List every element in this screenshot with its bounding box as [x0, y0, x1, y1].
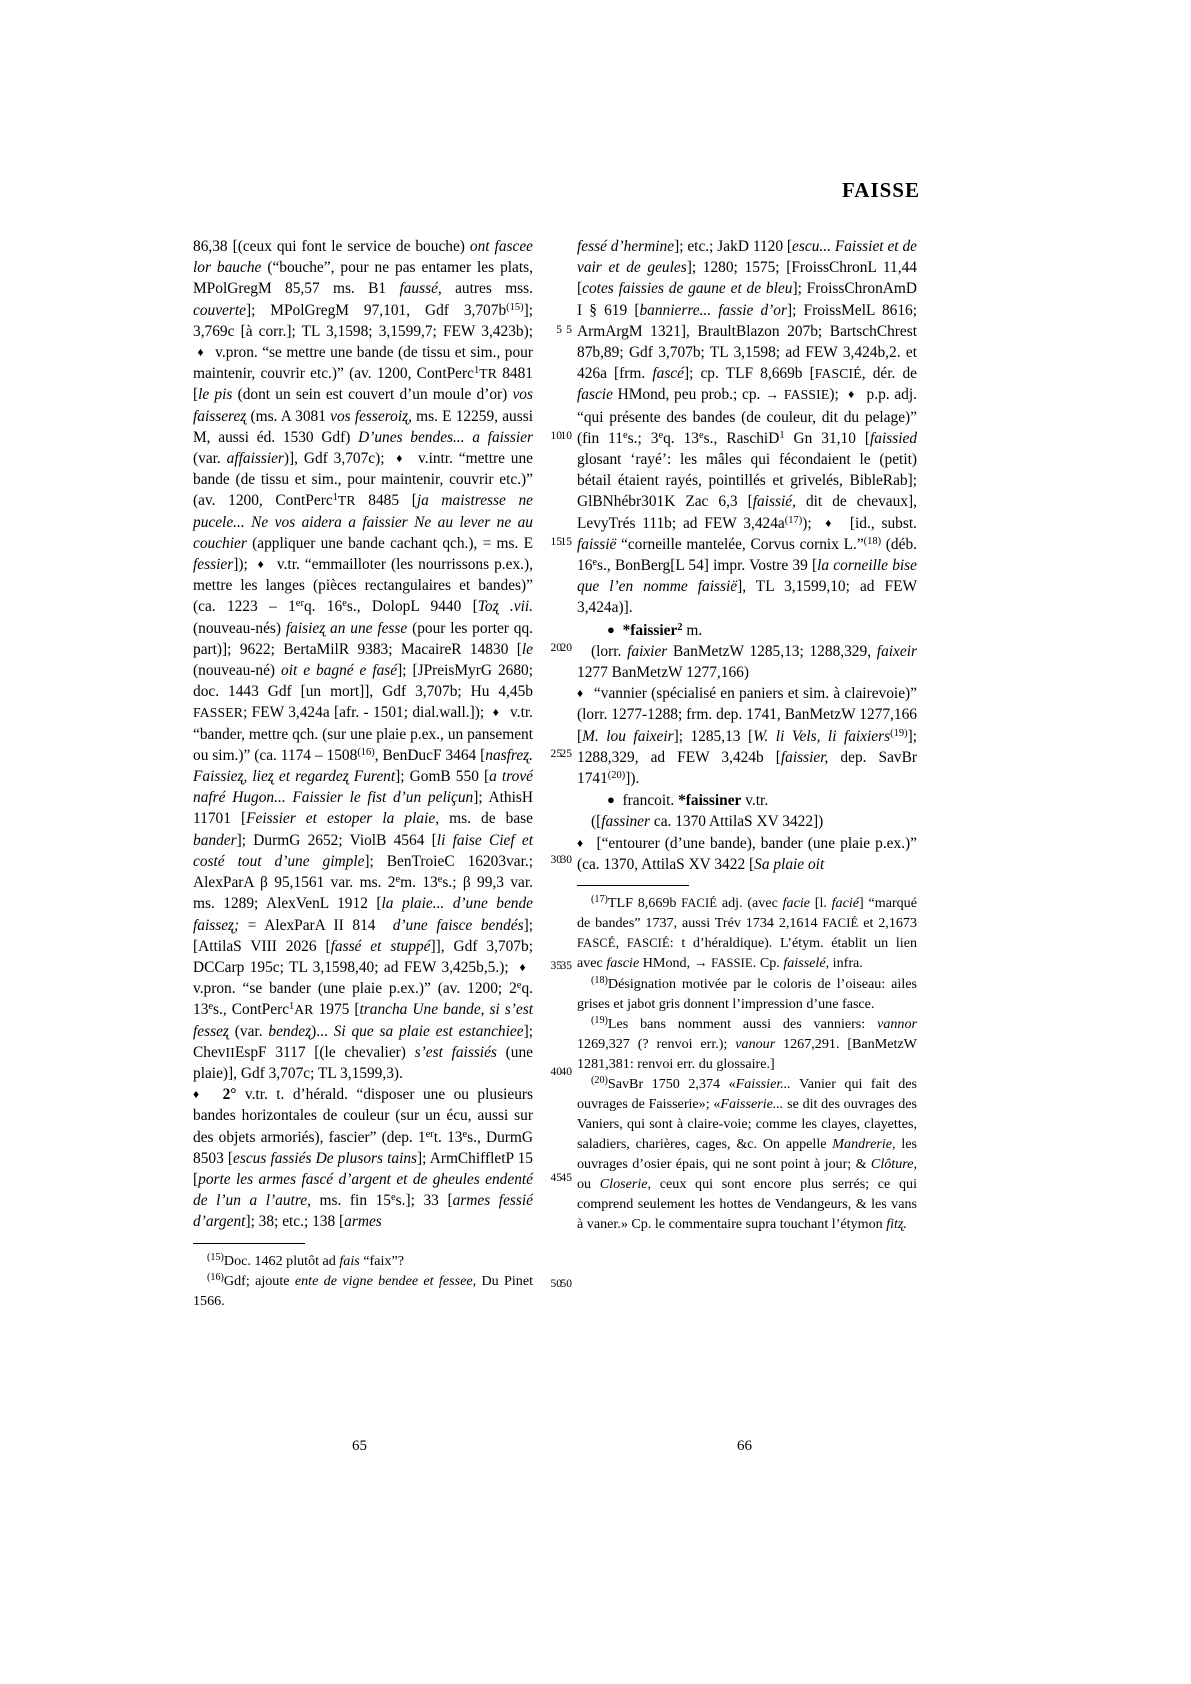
line-number: 10	[550, 429, 562, 442]
footnote-mark: (20)	[591, 1075, 608, 1087]
footnote-mark: (15)	[207, 1251, 224, 1263]
line-number: 40	[550, 1065, 562, 1078]
line-number: 5	[556, 323, 562, 336]
entry-faissiner-sense: ♦ [“entourer (d’une bande), bander (une plaie p.ex.)” (ca. 1370, AttilaS XV 3422 [Sa plaie oit	[577, 834, 917, 873]
left-column	[193, 236, 533, 1311]
entry-faissier2-sense: ♦ “vannier (spécialisé en paniers et sim. à clairevoie)” (lorr. 1277-1288; frm. dep. 1741, BanMetzW 1277,166 [M. lou faixeir]; 1285,13 [W. li Vels, li faixiers$^{(19)}$]; 1288,329, ad FEW 3,424b [faissier, dep. SavBr 1741$^{(20)}$]).	[577, 685, 917, 788]
footnote-item	[193, 1251, 533, 1271]
right-column-footnotes	[577, 893, 917, 1234]
running-head: FAISSE	[842, 178, 920, 202]
footnote-text: Gdf; ajoute ente de vigne bendee et fessee, Du Pinet 1566.	[193, 1272, 533, 1309]
footnote-item	[577, 1074, 917, 1234]
entry-faissiner-headword: ● francoit. *faissiner v.tr.	[607, 792, 769, 810]
footnote-item	[193, 1271, 533, 1311]
line-number: 50	[560, 1277, 572, 1290]
line-number: 45	[560, 1171, 572, 1184]
line-number: 20	[550, 641, 562, 654]
left-column-footnotes	[193, 1251, 533, 1311]
footnote-text: Les bans nomment aussi des vanniers: vannor 1269,327 (? renvoi err.); vanour 1267,291. [BanMetzW 1281,381: renvoi err. du glossaire.]	[577, 1016, 917, 1073]
line-number: 15	[560, 535, 572, 548]
entry-faissier2-forms: (lorr. faixier BanMetzW 1285,13; 1288,329, faixeir 1277 BanMetzW 1277,166)	[577, 642, 917, 682]
line-number: 50	[550, 1277, 562, 1290]
footnote-rule-right	[577, 885, 689, 886]
footnote-text: Doc. 1462 plutôt ad fais “faix”?	[223, 1252, 404, 1269]
folio-left: 65	[352, 1438, 367, 1454]
footnote-mark: (18)	[591, 975, 608, 987]
line-number: 15	[550, 535, 562, 548]
line-number: 10	[560, 429, 572, 442]
line-number: 45	[550, 1171, 562, 1184]
left-column-paragraph-2: ♦ 2° v.tr. t. d’hérald. “disposer une ou plusieurs bandes horizontales de couleur (sur un écu, aussi sur des objets armoriés), fascier” (dep. 1ert. 13es., DurmG 8503 [escus fassiés De plusors tains]; ArmChiffletP 15 [porte les armes fascé d’argent et de gheules endenté de l’un a l’autre, ms. fin 15es.]; 33 [armes fessié d’argent]; 38; etc.; 138 [armes	[193, 1086, 534, 1231]
entry-faissier2-headword: ● *faissier$^2$ m.	[607, 621, 703, 639]
line-number: 40	[560, 1065, 572, 1078]
line-number: 5	[566, 323, 572, 336]
footnote-mark: (17)	[591, 894, 608, 906]
line-number: 30	[550, 853, 562, 866]
line-number: 25	[560, 747, 572, 760]
line-number: 35	[560, 959, 572, 972]
folio-right: 66	[737, 1438, 752, 1454]
footnote-rule-left	[193, 1243, 305, 1244]
footnote-mark: (19)	[591, 1015, 608, 1027]
line-number: 20	[560, 641, 572, 654]
footnote-item	[577, 1014, 917, 1074]
entry-faissiner-forms: ([fassiner ca. 1370 AttilaS XV 3422])	[591, 813, 824, 831]
footnote-item	[577, 893, 917, 974]
footnote-text: SavBr 1750 2,374 «Faissier... Vanier qui fait des ouvrages de Faisserie»; «Faisserie... se dit des ouvrages des Vaniers, qui sont à claire-voie; comme les clayes, clayettes, saladiers, charières, cages, &c. On appelle Mandrerie, les ouvrages d’osier épais, qui ne sont point à jour; & Clôture, ou Closerie, ceux qui sont encore plus serrés; ce qui comprend seulement les hottes de Vendangeurs, & les vans à vaner.» Cp. le commentaire supra touchant l’étymon fitʐ.	[577, 1076, 918, 1233]
footnote-item	[577, 974, 917, 1014]
left-column-body: 86,38 [(ceux qui font le service de bouche) ont fascee lor bauche (“bouche”, pour ne pas entamer les plats, MPolGregM 85,57 ms. B1 faussé, autres mss. couverte]; MPolGregM 97,101, Gdf $3,707b^{(15)}$]; 3,769c [à corr.]; TL 3,1598; 3,1599,7; FEW 3,423b); ♦ v.pron. “se mettre une bande (de tissu et sim., pour maintenir, couvrir etc.)” (av. 1200, ContPerc$^1$TR 8481 [le pis (dont un sein est couvert d’un moule d’or) vos faissereʐ (ms. A 3081 vos fesseroiʐ, ms. E 12259, aussi M, aussi éd. 1530 Gdf) D’unes bendes... a faissier (var. affaissier)], Gdf 3,707c); ♦ v.intr. “mettre une bande (de tissu et sim., pour maintenir, couvrir etc.)” (av. 1200, ContPerc$^1$TR 8485 [ja maistresse ne pucele... Ne vos aidera a faissier Ne au lever ne au couchier (appliquer une bande cachant qch.), = ms. E fessier]); ♦ v.tr. “emmailloter (les nourrissons p.ex.), mettre les langes (pièces rectangulaires et bandes)” (ca. 1223 – 1erq. 16es., DolopL 9440 [Toʐ .vii. (nouveau-nés) faisieʐ an une fesse (pour les porter qq. part)]; 9622; BertaMilR 9383; MacaireR 14830 [le (nouveau-né) oit e bagné e fasé]; [JPreisMyrG 2680; doc. 1443 Gdf [un mort]], Gdf 3,707b; Hu 4,45b FASSER; FEW 3,424a [afr. - 1501; dial.wall.]); ♦ v.tr. “bander, mettre qch. (sur une plaie p.ex., un pansement ou sim.)” (ca. 1174 – 1508$^{(16)}$, BenDucF 3464 [nasfreʐ. Faissieʐ, liеʐ et regardeʐ Furent]; GomB 550 [a trové nafré Hugon... Faissier le fist d’un peliçun]; AthisH 11701 [Feissier et estoper la plaie, ms. de base bander]; DurmG 2652; ViolB 4564 [li faise Cief et costé tout d’une gimple]; BenTroieC 16203var.; AlexParA β 95,1561 var. ms. 2em. 13es.; β 99,3 var. ms. 1289; AlexVenL 1912 [la plaie... d’une bende faisseʐ; = AlexParA II 814 d’une faisce bendés]; [AttilaS VIII 2026 [fassé et stuppé]], Gdf 3,707b; DCCarp 195c; TL 3,1598,40; ad FEW 3,425b,5.); ♦ v.pron. “se bander (une plaie p.ex.)” (av. 1200; 2eq. 13es., ContPerc$^1$AR 1975 [trancha Une bande, si s’est fesseʐ (var. bendeʐ)... Si que sa plaie est estanchiee]; ChevIIEspF 3117 [(le chevalier) s’est faissiés (une plaie)], Gdf 3,707c; TL 3,1599,3).	[193, 238, 534, 1082]
footnote-text: TLF 8,669b FACIÉ adj. (avec facie [l. facié] “marqué de bandes” 1737, aussi Trév 1734 2,1614 FACIÉ et 2,1673 FASCÉ, FASCIÉ: t d’héraldique). L’étym. établit un lien avec fascie HMond, → FASSIE. Cp. faisselé, infra.	[577, 895, 918, 972]
footnote-text: Désignation motivée par le coloris de l’oiseau: ailes grises et jabot gris donnent l’impression d’une fasce.	[577, 976, 917, 1013]
footnote-mark: (16)	[207, 1271, 224, 1283]
right-column	[577, 236, 917, 1234]
line-number: 35	[550, 959, 562, 972]
line-number: 30	[560, 853, 572, 866]
line-number: 25	[550, 747, 562, 760]
right-column-body: fessé d’hermine]; etc.; JakD 1120 [escu... Faissiet et de vair et de geules]; 1280; 1575; [FroissChronL 11,44 [cotes faissies de gaune et de bleu]; FroissChronAmD I § 619 [bannierre... fassie d’or]; FroissMelL 8616; ArmArgM 1321], BraultBlazon 207b; BartschChrest 87b,89; Gdf 3,707b; TL 3,1598; ad FEW 3,424b,2. et 426a [frm. fascé]; cp. TLF 8,669b [FASCIÉ, dér. de fascie HMond, peu prob.; cp. → FASSIE); ♦ p.p. adj. “qui présente des bandes (de couleur, dit du pelage)” (fin 11es.; 3eq. 13es., RaschiD$^1$ Gn 31,10 [faissied glosant ‘rayé’: les mâles qui fécondaient le (petit) bétail étaient rayés, pointillés et grivelés, BibleRab]; GlBNhébr301K Zac 6,3 [faissié, dit de chevaux], LevyTrés 111b; ad FEW $3,424a^{(17)}$); ♦ [id., subst. faissië “corneille mantelée, Corvus cornix L.”$^{(18)}$ (déb. 16es., BonBerg[L 54] impr. Vostre 39 [la corneille bise que l’en nomme faissië], TL 3,1599,10; ad FEW 3,424a)].	[577, 238, 918, 617]
